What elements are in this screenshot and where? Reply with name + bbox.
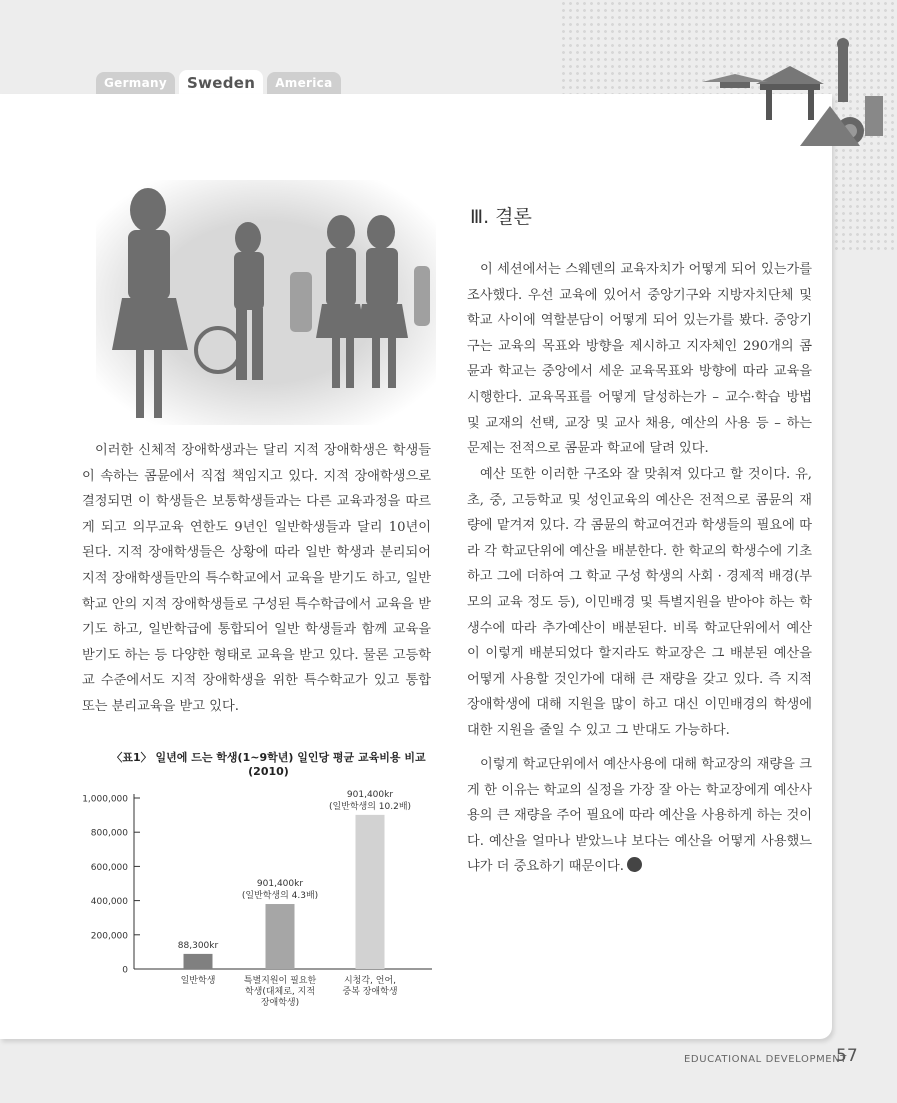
bar-value-label: 88,300kr <box>177 940 219 951</box>
chart-title: 〈표1〉 일년에 드는 학생(1~9학년) 일인당 평균 교육비용 비교 (2010) <box>111 751 426 778</box>
students-photo <box>96 180 436 425</box>
bar <box>266 904 295 969</box>
x-category-label: 시청각, 언어, <box>343 976 397 986</box>
y-tick-label: 200,000 <box>90 931 128 942</box>
right-body-paragraph-3-text: 이렇게 학교단위에서 예산사용에 대해 학교장의 재량을 크게 한 이유는 학교의 실정을 가장 잘 아는 학교장에게 예산사용의 큰 재량을 주어 필요에 따라 예산을 사용하게 하는 것이다. 예산을 얼마나 받았느냐 보다는 예산을 어떻게 사용했느냐가 더 중요하기 때문이다. <box>467 757 812 875</box>
bar <box>184 954 213 969</box>
x-category-label: 일반학생 <box>180 976 216 986</box>
y-tick-label: 1,000,000 <box>82 794 128 805</box>
right-body-paragraph-3 <box>467 752 812 880</box>
tab-sweden: Sweden <box>179 70 263 96</box>
footer-label: EDUCATIONAL DEVELOPMENT <box>684 1054 848 1065</box>
y-tick-label: 600,000 <box>90 862 128 873</box>
cost-comparison-bar-chart <box>82 770 442 1030</box>
country-tabs <box>96 72 341 96</box>
y-tick-label: 400,000 <box>90 897 128 908</box>
tab-america: America <box>267 72 340 96</box>
bar-value-label: 901,400kr <box>346 789 394 800</box>
bar-value-label: (일반학생의 10.2배) <box>328 801 412 812</box>
x-category-label: 특별지원이 필요한 <box>243 976 317 986</box>
right-body-paragraph-2: 예산 또한 이러한 구조와 잘 맞춰져 있다고 할 것이다. 유, 초, 중, 고등학교 및 성인교육의 예산은 전적으로 콤뮨의 재량에 맡겨져 있다. 각 콤뮨의 학교여건과 학생들의 필요에 따라 각 학교단위에 예산을 배분한다. 한 학교의 학생수에 기초하고 그에 더하여 그 학교 구성 학생의 사회 · 경제적 배경(부모의 교육 정도 등), 이민배경 및 특별지원을 받아야 하는 학생수에 따라 추가예산이 배분된다. 비록 학교단위에서 예산이 이렇게 배분되었다 할지라도 학교장은 그 배분된 예산을 어떻게 사용할 것인가에 대해 큰 재량을 갖고 있다. 즉 지적 장애학생에 대해 지원을 많이 하고 대신 이민배경의 학생에 대한 지원을 줄일 수 있고 그 반대도 가능하다. <box>467 467 812 738</box>
y-tick-label: 0 <box>122 965 128 976</box>
end-mark-icon <box>627 857 642 872</box>
tab-germany: Germany <box>96 72 175 96</box>
x-category-label: 학생(대체로, 지적 <box>244 987 316 997</box>
section-heading: Ⅲ. 결론 <box>470 206 532 228</box>
bar-value-label: 901,400kr <box>256 879 304 890</box>
left-body-text: 이러한 신체적 장애학생과는 달리 지적 장애학생은 학생들이 속하는 콤뮨에서 직접 책임지고 있다. 지적 장애학생으로 결정되면 이 학생들은 보통학생들과는 다른 교육과정을 따르게 되고 의무교육 연한도 9년인 일반학생들과 달리 10년이 된다. 지적 장애학생들은 상황에 따라 일반 학생과 분리되어 지적 장애학생들만의 특수학교에서 교육을 받기도 하고, 일반학교 안의 지적 장애학생들로 구성된 특수학급에서 교육을 받기도 하고, 일반학급에 통합되어 일반 학생들과 함께 교육을 받기도 하는 등 다양한 형태로 교육을 받고 있다. 물론 고등학교 수준에서도 지적 장애학생을 위한 특수학교가 있고 통합 또는 분리교육을 받고 있다. <box>82 443 431 714</box>
y-tick-label: 800,000 <box>90 828 128 839</box>
x-category-label: 중복 장애학생 <box>342 987 398 997</box>
right-body-paragraph-1: 이 세션에서는 스웨덴의 교육자치가 어떻게 되어 있는가를 조사했다. 우선 교육에 있어서 중앙기구와 지방자치단체 및 학교 사이에 역할분담이 어떻게 되어 있는가를 봤다. 중앙기구는 교육의 목표와 방향을 제시하고 지자체인 290개의 콤뮨과 학교는 중앙에서 세운 교육목표와 방향에 따라 교육을 시행한다. 교육목표를 어떻게 달성하는가 – 교수·학습 방법 및 교재의 선택, 교장 및 교사 채용, 예산의 사용 등 – 하는 문제는 전적으로 콤뮨과 학교에 달려 있다. <box>467 262 812 457</box>
bar <box>356 815 385 969</box>
page-number: 57 <box>836 1046 858 1066</box>
landmarks-illustration <box>700 36 890 156</box>
bar-value-label: (일반학생의 4.3배) <box>241 891 319 902</box>
x-category-label: 장애학생) <box>260 998 300 1008</box>
